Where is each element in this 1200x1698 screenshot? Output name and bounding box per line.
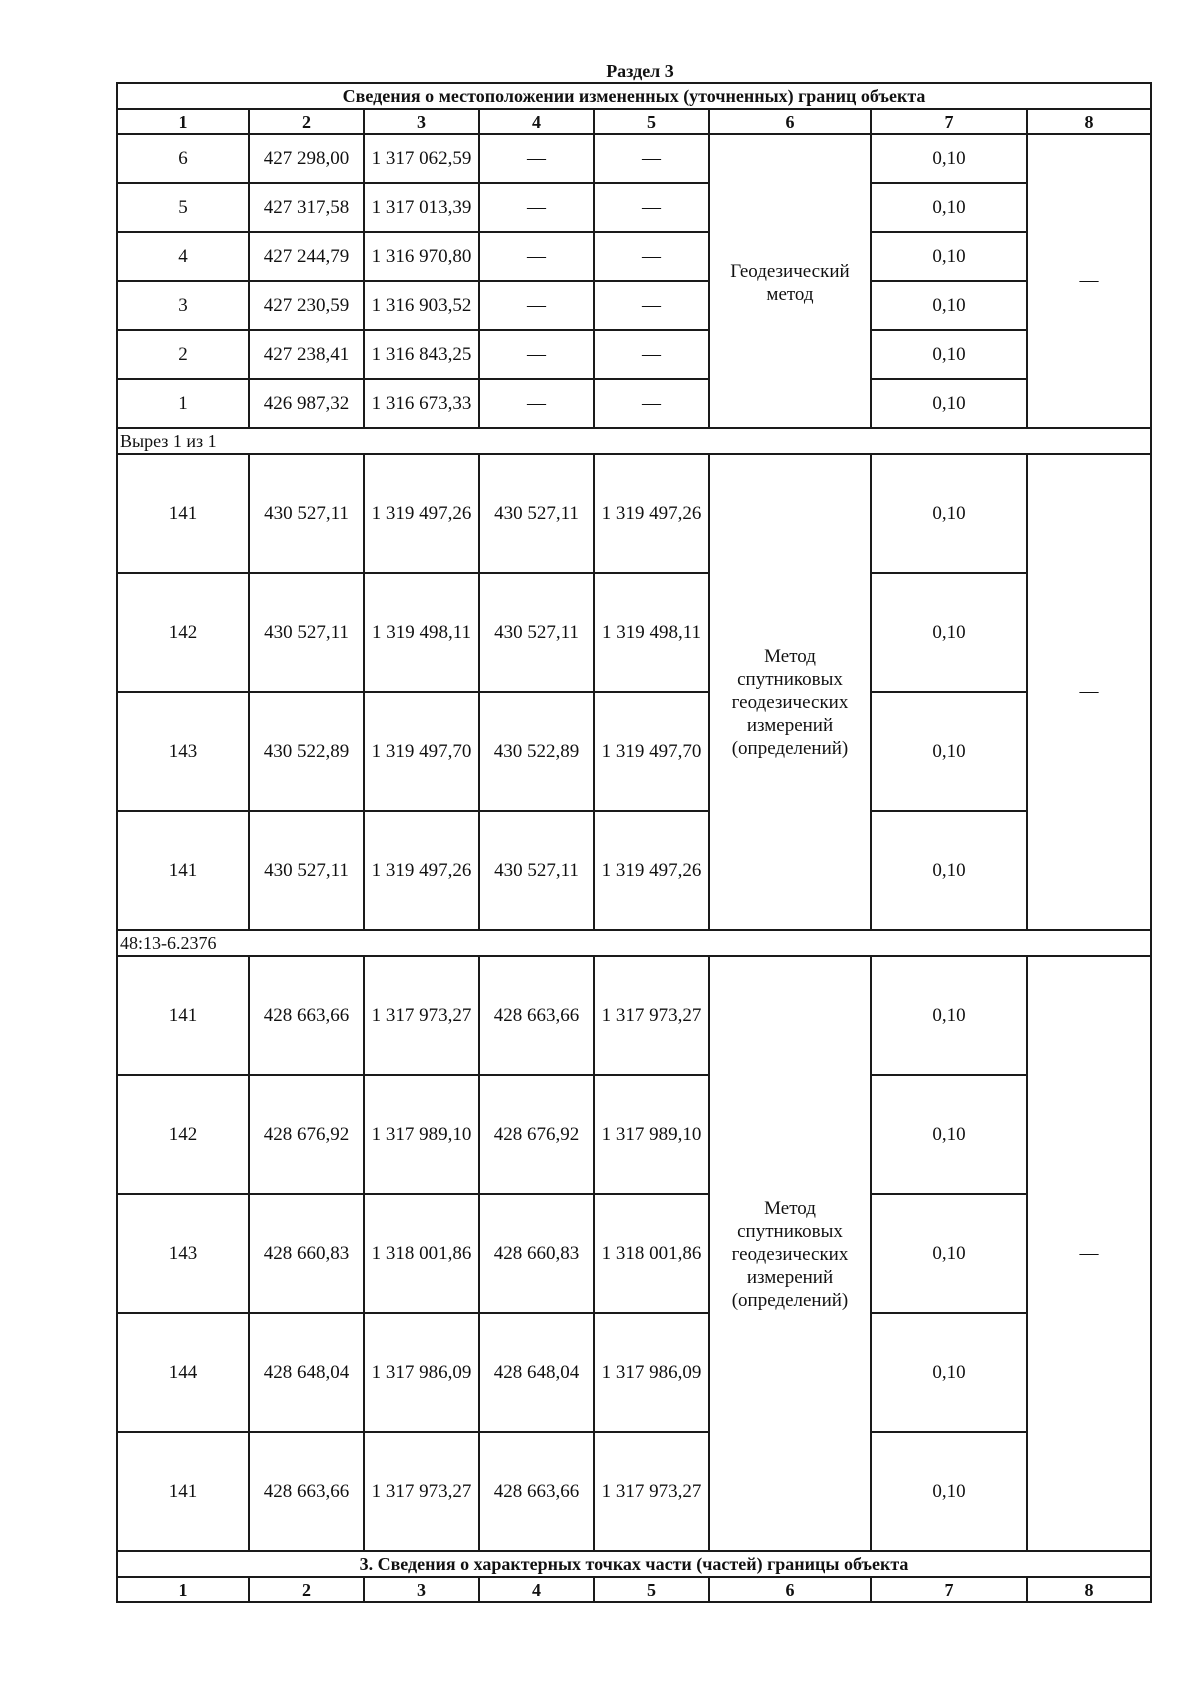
new-coord-x: — (479, 330, 594, 379)
new-coord-x: 430 527,11 (479, 573, 594, 692)
coord-y: 1 316 843,25 (364, 330, 479, 379)
accuracy: 0,10 (871, 134, 1027, 183)
coord-x: 427 238,41 (249, 330, 364, 379)
accuracy: 0,10 (871, 956, 1027, 1075)
table-row (117, 232, 1151, 281)
coord-y: 1 319 498,11 (364, 573, 479, 692)
footer-column-number-row (117, 1577, 1151, 1602)
accuracy: 0,10 (871, 183, 1027, 232)
column-number: 6 (709, 109, 871, 134)
column-number: 5 (594, 1577, 709, 1602)
coord-y: 1 316 903,52 (364, 281, 479, 330)
coord-x: 427 244,79 (249, 232, 364, 281)
new-coord-y: — (594, 379, 709, 428)
accuracy: 0,10 (871, 1075, 1027, 1194)
accuracy: 0,10 (871, 573, 1027, 692)
point-number: 1 (117, 379, 249, 428)
table-row (117, 1432, 1151, 1551)
new-coord-x: 428 676,92 (479, 1075, 594, 1194)
new-coord-x: 430 527,11 (479, 454, 594, 573)
new-coord-y: 1 317 973,27 (594, 1432, 709, 1551)
table-row (117, 183, 1151, 232)
coord-y: 1 317 986,09 (364, 1313, 479, 1432)
accuracy: 0,10 (871, 1313, 1027, 1432)
column-number: 7 (871, 109, 1027, 134)
accuracy: 0,10 (871, 232, 1027, 281)
coord-x: 430 527,11 (249, 573, 364, 692)
new-coord-x: 430 527,11 (479, 811, 594, 930)
point-number: 144 (117, 1313, 249, 1432)
table-row (117, 1313, 1151, 1432)
coord-y: 1 317 973,27 (364, 1432, 479, 1551)
point-number: 141 (117, 811, 249, 930)
coord-x: 430 527,11 (249, 454, 364, 573)
table-row (117, 1194, 1151, 1313)
coord-x: 428 648,04 (249, 1313, 364, 1432)
table-title: Сведения о местоположении измененных (уточненных) границ объекта (117, 83, 1151, 109)
column-number: 8 (1027, 1577, 1151, 1602)
point-number: 2 (117, 330, 249, 379)
point-number: 6 (117, 134, 249, 183)
new-coord-x: 428 663,66 (479, 956, 594, 1075)
point-number: 143 (117, 1194, 249, 1313)
table-row (117, 379, 1151, 428)
table-row (117, 330, 1151, 379)
coord-x: 430 522,89 (249, 692, 364, 811)
method-cell: Метод спутниковых геодезических измерений (определений) (709, 956, 871, 1551)
point-number: 141 (117, 956, 249, 1075)
new-coord-y: — (594, 330, 709, 379)
column-number: 7 (871, 1577, 1027, 1602)
column-number: 2 (249, 109, 364, 134)
coord-x: 427 317,58 (249, 183, 364, 232)
new-coord-x: — (479, 232, 594, 281)
point-number: 142 (117, 1075, 249, 1194)
table-row (117, 692, 1151, 811)
new-coord-x: 430 522,89 (479, 692, 594, 811)
new-coord-y: 1 317 986,09 (594, 1313, 709, 1432)
point-number: 141 (117, 454, 249, 573)
accuracy: 0,10 (871, 1194, 1027, 1313)
new-coord-y: — (594, 183, 709, 232)
table-row (117, 454, 1151, 573)
column-number: 1 (117, 109, 249, 134)
new-coord-y: 1 317 989,10 (594, 1075, 709, 1194)
column-number-row (117, 109, 1151, 134)
subsection-label: 48:13-6.2376 (117, 930, 1151, 956)
footer-title: 3. Сведения о характерных точках части (частей) границы объекта (117, 1551, 1151, 1577)
table-row (117, 134, 1151, 183)
coord-x: 428 663,66 (249, 956, 364, 1075)
coord-x: 427 230,59 (249, 281, 364, 330)
new-coord-x: — (479, 183, 594, 232)
new-coord-y: 1 319 497,26 (594, 811, 709, 930)
coord-y: 1 317 062,59 (364, 134, 479, 183)
new-coord-y: 1 318 001,86 (594, 1194, 709, 1313)
coord-y: 1 316 970,80 (364, 232, 479, 281)
method-cell: Геодезический метод (709, 134, 871, 428)
accuracy: 0,10 (871, 330, 1027, 379)
point-number: 142 (117, 573, 249, 692)
coord-y: 1 319 497,70 (364, 692, 479, 811)
new-coord-y: 1 319 498,11 (594, 573, 709, 692)
col8-cell: — (1027, 454, 1151, 930)
new-coord-y: 1 317 973,27 (594, 956, 709, 1075)
accuracy: 0,10 (871, 281, 1027, 330)
column-number: 3 (364, 109, 479, 134)
method-cell: Метод спутниковых геодезических измерений (определений) (709, 454, 871, 930)
point-number: 4 (117, 232, 249, 281)
column-number: 1 (117, 1577, 249, 1602)
table-row (117, 1075, 1151, 1194)
accuracy: 0,10 (871, 1432, 1027, 1551)
new-coord-x: 428 648,04 (479, 1313, 594, 1432)
table-row (117, 281, 1151, 330)
coord-y: 1 317 989,10 (364, 1075, 479, 1194)
col8-cell: — (1027, 134, 1151, 428)
accuracy: 0,10 (871, 811, 1027, 930)
coord-y: 1 316 673,33 (364, 379, 479, 428)
coord-x: 428 663,66 (249, 1432, 364, 1551)
new-coord-y: — (594, 232, 709, 281)
section-label: Раздел 3 (606, 61, 674, 81)
table-row (117, 811, 1151, 930)
coord-x: 428 676,92 (249, 1075, 364, 1194)
col8-cell: — (1027, 956, 1151, 1551)
accuracy: 0,10 (871, 379, 1027, 428)
new-coord-y: 1 319 497,26 (594, 454, 709, 573)
subsection-label: Вырез 1 из 1 (117, 428, 1151, 454)
coord-y: 1 317 013,39 (364, 183, 479, 232)
coord-x: 428 660,83 (249, 1194, 364, 1313)
coord-y: 1 318 001,86 (364, 1194, 479, 1313)
column-number: 5 (594, 109, 709, 134)
point-number: 143 (117, 692, 249, 811)
point-number: 3 (117, 281, 249, 330)
column-number: 3 (364, 1577, 479, 1602)
point-number: 5 (117, 183, 249, 232)
coord-y: 1 319 497,26 (364, 811, 479, 930)
accuracy: 0,10 (871, 454, 1027, 573)
coord-y: 1 319 497,26 (364, 454, 479, 573)
point-number: 141 (117, 1432, 249, 1551)
accuracy: 0,10 (871, 692, 1027, 811)
table-row (117, 573, 1151, 692)
new-coord-x: — (479, 134, 594, 183)
column-number: 2 (249, 1577, 364, 1602)
coord-y: 1 317 973,27 (364, 956, 479, 1075)
new-coord-x: 428 663,66 (479, 1432, 594, 1551)
coord-x: 426 987,32 (249, 379, 364, 428)
new-coord-x: 428 660,83 (479, 1194, 594, 1313)
new-coord-y: 1 319 497,70 (594, 692, 709, 811)
column-number: 6 (709, 1577, 871, 1602)
new-coord-y: — (594, 281, 709, 330)
column-number: 4 (479, 1577, 594, 1602)
coord-x: 430 527,11 (249, 811, 364, 930)
boundary-table (116, 82, 1152, 1603)
new-coord-x: — (479, 379, 594, 428)
coord-x: 427 298,00 (249, 134, 364, 183)
new-coord-y: — (594, 134, 709, 183)
new-coord-x: — (479, 281, 594, 330)
column-number: 4 (479, 109, 594, 134)
column-number: 8 (1027, 109, 1151, 134)
table-row (117, 956, 1151, 1075)
